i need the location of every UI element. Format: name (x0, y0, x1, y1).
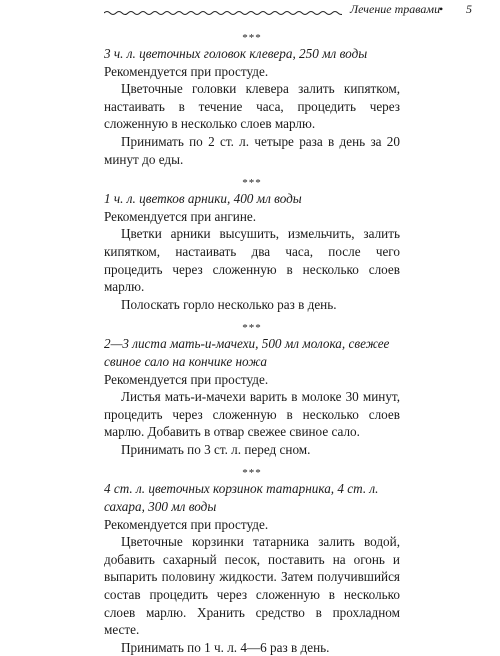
section-divider-stars: *** (242, 32, 262, 44)
recipe (104, 176, 400, 313)
recipe-instructions: Цветки арники высушить, измельчить, залить кипятком, настаивать два часа, после чего процедить через сложенную в несколько слоев марлю. (104, 226, 400, 295)
recipe-ingredients (104, 45, 400, 63)
recipe-dosage: Полоскать горло несколько раз в день. (121, 296, 337, 312)
recipe-instructions: Цветочные корзинки татарника залить водой, добавить сахарный песок, поставить на огонь и выпарить половину жидкости. Затем получившийся состав процедить через сложенную в несколько слоев марлю. Хранить средство в прохладном месте. (104, 534, 400, 638)
recipe (104, 321, 400, 458)
recipe-recommendation: Рекомендуется при простуде. (104, 371, 269, 387)
recipe-recommendation: Рекомендуется при простуде. (104, 516, 269, 532)
section-divider-stars: *** (242, 467, 262, 480)
recipe-ingredients-text: 3 ч. л. цветочных головок клевера, 250 мл воды (104, 46, 368, 61)
recipe-ingredients: 4 ст. л. цветочных корзинок татарника, 4 ст. л. сахара, 300 мл воды (104, 481, 379, 515)
section-divider-stars: *** (242, 322, 262, 335)
wavy-rule-decoration (104, 9, 342, 17)
header-separator: • (439, 2, 444, 16)
page-body (104, 31, 400, 656)
recipe-instructions: Листья мать-и-мачехи варить в молоке 30 минут, процедить через сложенную в несколько слоев марлю. Добавить в отвар свежее свиное сало. (104, 389, 400, 440)
recipe-dosage: Принимать по 1 ч. л. 4—6 раз в день. (121, 639, 330, 655)
recipe-recommendation: Рекомендуется при простуде. (104, 63, 269, 79)
recipe-dosage: Принимать по 3 ст. л. перед сном. (121, 441, 311, 457)
recipe-ingredients: 2—3 листа мать-и-мачехи, 500 мл молока, свежее свиное сало на кончике ножа (104, 336, 390, 369)
recipe-dosage: Принимать по 2 ст. л. четыре раза в день за 20 минут до еды. (104, 133, 400, 167)
recipe (104, 466, 400, 656)
running-title: Лечение травами (350, 2, 441, 16)
page-header (0, 0, 500, 30)
recipe-ingredients: 1 ч. л. цветков арники, 400 мл воды (104, 191, 302, 207)
page-number: 5 (466, 2, 472, 16)
recipe-recommendation: Рекомендуется при ангине. (104, 208, 257, 224)
recipe-instructions: Цветочные головки клевера залить кипятком, настаивать в течение часа, процедить через сложенную в несколько слоев марлю. (104, 81, 400, 132)
recipe (104, 31, 400, 168)
section-divider-stars: *** (242, 177, 262, 190)
